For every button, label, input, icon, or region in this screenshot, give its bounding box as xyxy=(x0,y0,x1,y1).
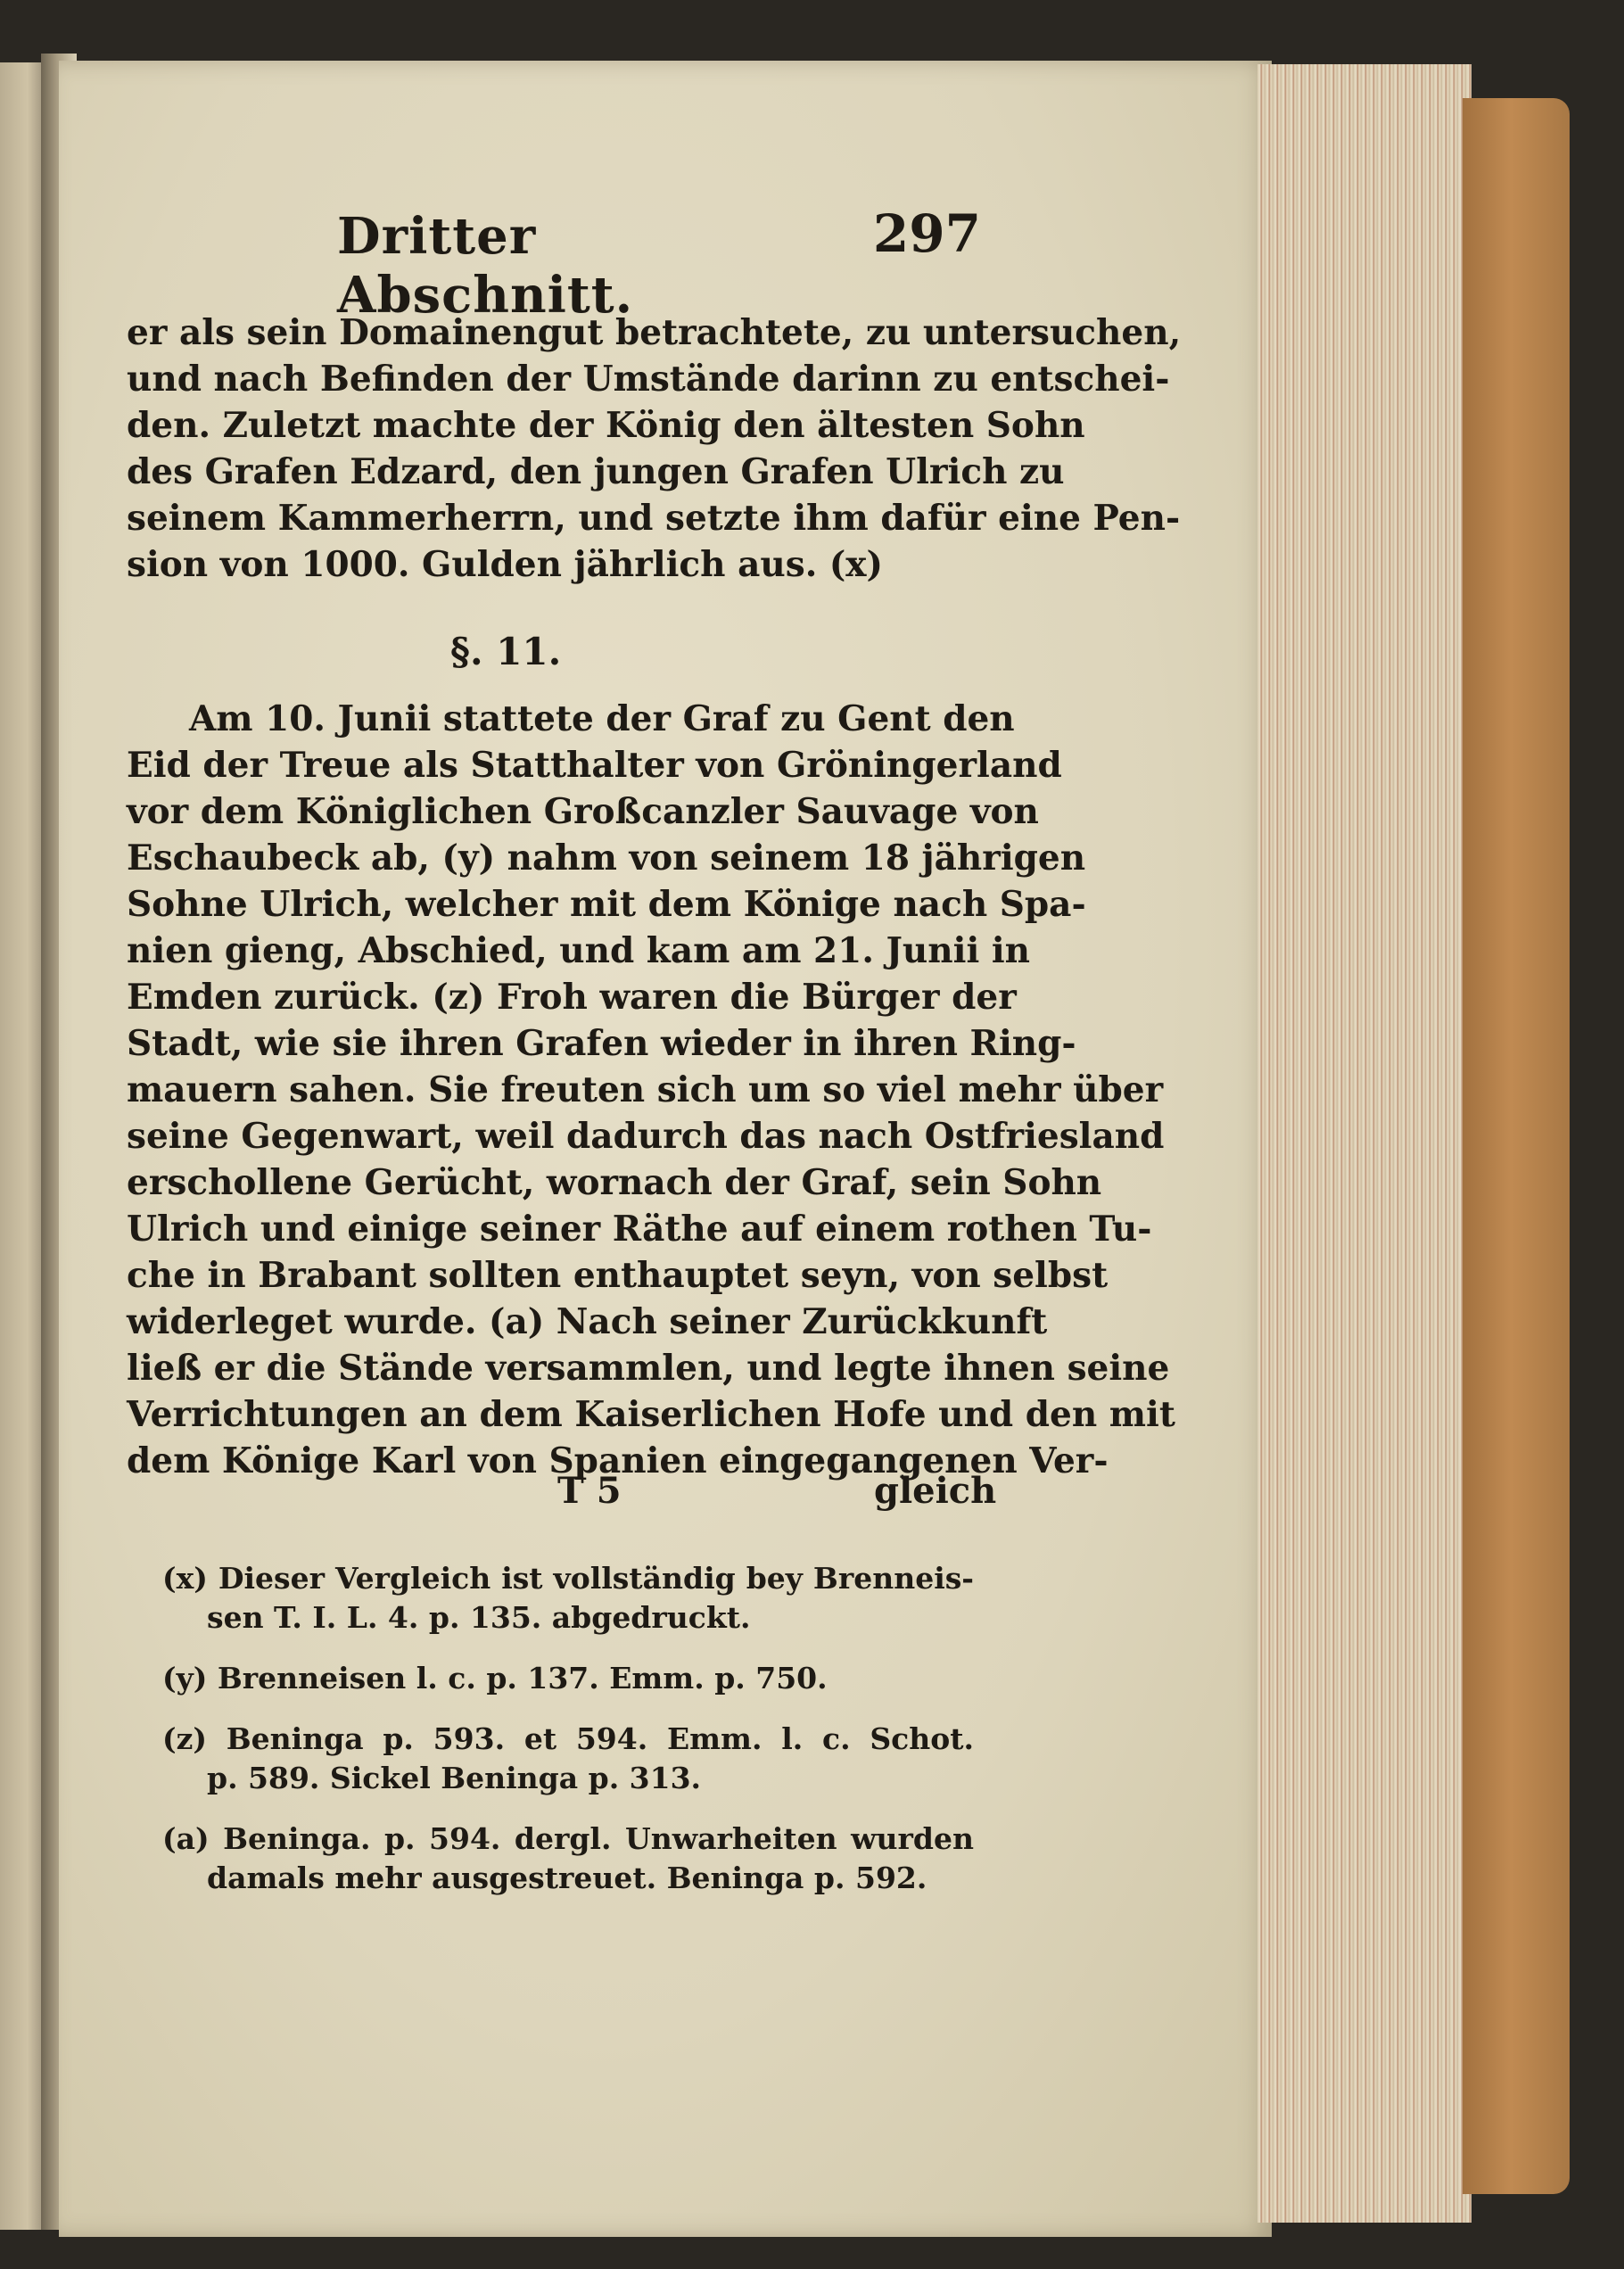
footnote-line: damals mehr ausgestreuet. Beninga p. 592. xyxy=(207,1861,927,1895)
footnote-line: (x) Dieser Vergleich ist vollständig bey Brenneis- xyxy=(162,1561,974,1596)
footnote-line: (a) Beninga. p. 594. dergl. Unwarheiten wurden xyxy=(162,1821,974,1856)
text-line: mauern sahen. Sie freuten sich um so viel mehr über xyxy=(127,1069,1164,1110)
text-line: erschollene Gerücht, wornach der Graf, sein Sohn xyxy=(127,1162,1102,1203)
page-number: 297 xyxy=(872,203,981,264)
running-head-title: Dritter Abschnitt. xyxy=(337,207,634,325)
text-line: Am 10. Junii stattete der Graf zu Gent den xyxy=(189,698,1015,739)
text-line: Verrichtungen an dem Kaiserlichen Hofe und den mit xyxy=(127,1394,1175,1435)
text-line: er als sein Domainengut betrachtete, zu untersuchen, xyxy=(127,312,1182,353)
footnote-line: (z) Beninga p. 593. et 594. Emm. l. c. Schot. xyxy=(162,1721,974,1756)
text-line: ließ er die Stände versammlen, und legte ihnen seine xyxy=(127,1348,1170,1389)
text-line: dem Könige Karl von Spanien eingegangenen Ver- xyxy=(127,1440,1109,1481)
text-line: che in Brabant sollten enthauptet seyn, von selbst xyxy=(127,1255,1109,1296)
footnote-line: sen T. I. L. 4. p. 135. abgedruckt. xyxy=(207,1600,751,1635)
text-line: Sohne Ulrich, welcher mit dem Könige nach Spa- xyxy=(127,884,1086,925)
footnote-line: p. 589. Sickel Beninga p. 313. xyxy=(207,1761,702,1795)
text-line: vor dem Königlichen Großcanzler Sauvage von xyxy=(127,791,1039,832)
text-line: widerleget wurde. (a) Nach seiner Zurückkunft xyxy=(127,1301,1048,1342)
text-line: nien gieng, Abschied, und kam am 21. Junii in xyxy=(127,930,1031,971)
text-line: den. Zuletzt machte der König den ältesten Sohn xyxy=(127,405,1085,446)
catchword: gleich xyxy=(874,1470,997,1512)
section-heading: §. 11. xyxy=(450,630,562,673)
text-line: Ulrich und einige seiner Räthe auf einem rothen Tu- xyxy=(127,1209,1152,1250)
signature-mark: T 5 xyxy=(557,1470,622,1512)
text-line: Eschaubeck ab, (y) nahm von seinem 18 jährigen xyxy=(127,837,1086,879)
text-line: Stadt, wie sie ihren Grafen wieder in ihren Ring- xyxy=(127,1023,1076,1064)
text-line: Emden zurück. (z) Froh waren die Bürger der xyxy=(127,977,1017,1018)
text-line: Eid der Treue als Statthalter von Gröningerland xyxy=(127,745,1062,786)
text-line: seinem Kammerherrn, und setzte ihm dafür eine Pen- xyxy=(127,498,1181,539)
text-line: seine Gegenwart, weil dadurch das nach Ostfriesland xyxy=(127,1116,1165,1157)
text-line: und nach Befinden der Umstände darinn zu entschei- xyxy=(127,359,1170,400)
text-line: des Grafen Edzard, den jungen Grafen Ulrich zu xyxy=(127,451,1065,492)
text-line: sion von 1000. Gulden jährlich aus. (x) xyxy=(127,544,884,585)
footnote-line: (y) Brenneisen l. c. p. 137. Emm. p. 750. xyxy=(162,1661,828,1696)
